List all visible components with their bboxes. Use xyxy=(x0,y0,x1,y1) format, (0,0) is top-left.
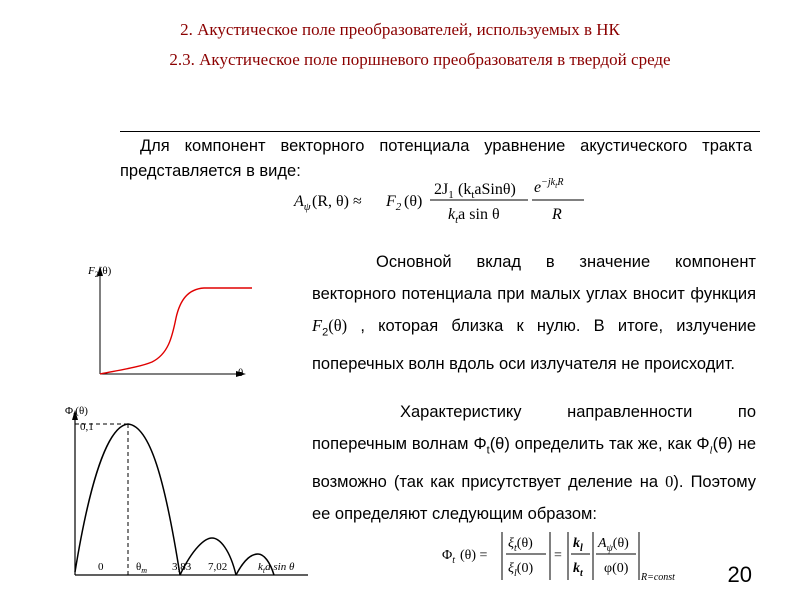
phi-tick-m: m xyxy=(141,566,148,575)
paragraph2-func-args: (θ) xyxy=(328,316,348,335)
paragraph3-c: (θ) не возможно (так как присутствует деление на xyxy=(312,435,756,492)
formula1-lhs-sub: ψ xyxy=(303,201,311,213)
f2-ylabel-sub: 2 xyxy=(94,270,99,279)
paragraph2-func-sub: 2 xyxy=(322,326,329,339)
svg-text:kl xyxy=(573,536,583,554)
formula2-f2-den-sub: t xyxy=(580,568,583,579)
phi-tick-383: 3,83 xyxy=(172,561,192,573)
formula-directivity xyxy=(440,528,690,584)
svg-text:F2 xyxy=(385,193,402,213)
svg-text:ξl(0) xyxy=(508,561,533,579)
svg-text:kta sin θ xyxy=(448,206,500,226)
formula1-f2-sub: 2 xyxy=(395,201,402,213)
formula1-den1-a: k xyxy=(448,206,456,223)
svg-text:Φt(θ) xyxy=(65,405,88,419)
f2-ylabel-args: (θ) xyxy=(98,265,112,277)
svg-text:e−jktR xyxy=(534,177,563,196)
formula1-den1-b: a sin θ xyxy=(458,206,500,223)
phi-tick-702: 7,02 xyxy=(208,561,228,573)
phi-ylabel: Φ xyxy=(65,405,74,417)
svg-text:F2(θ) xyxy=(87,265,112,279)
formula2-cond: R=const xyxy=(641,572,675,583)
formula2-eq: = xyxy=(554,548,562,563)
formula1-f2-args: (θ) xyxy=(404,193,423,210)
formula2-f1-num-args: (θ) xyxy=(516,536,533,551)
paragraph-directivity xyxy=(312,396,756,530)
formula1-den1-sub: t xyxy=(455,214,459,226)
svg-text:θm xyxy=(136,561,147,575)
formula2-f3-num: A xyxy=(598,536,607,551)
f2-curve xyxy=(100,288,252,374)
formula2-f3-num-sub: ψ xyxy=(606,543,613,554)
section-title: 2. Акустическое поле преобразователей, используемых в НК xyxy=(180,20,620,39)
formula-acoustic-path xyxy=(290,172,590,234)
phi-peak-label: 0,1 xyxy=(80,421,94,433)
formula1-lhs: A xyxy=(294,193,304,210)
formula2-f1-den-sub: l xyxy=(514,568,517,579)
formula2-f3-den: φ(0) xyxy=(604,561,629,576)
formula2-f1-den: ξ xyxy=(508,561,514,576)
formula1-num2: e xyxy=(534,179,542,196)
formula2-f1-den-args: (0) xyxy=(516,561,534,576)
formula2-lhs-args: (θ) = xyxy=(460,548,488,563)
subsection-title: 2.3. Акустическое поле поршневого преобразователя в твердой среде xyxy=(169,50,671,69)
phi-tick-theta: θ xyxy=(136,561,142,573)
formula2-f3-num-args: (θ) xyxy=(612,536,629,551)
formula2-lhs: Φ xyxy=(442,548,453,563)
phi-ylabel-args: (θ) xyxy=(75,405,88,417)
paragraph3-b: (θ) определить так же, как Φ xyxy=(489,435,710,453)
formula1-num1-sub: 1 xyxy=(448,189,454,201)
formula1-num2-sup: −jk xyxy=(541,177,556,188)
formula2-f2-den: k xyxy=(573,561,580,576)
formula2-f2-num: k xyxy=(573,536,580,551)
formula2-f1-num: ξ xyxy=(508,536,514,551)
title-divider xyxy=(120,131,760,132)
paragraph2-before: Основной вклад в значение компонент векторного потенциала при малых углах вносит функция xyxy=(312,253,756,303)
formula1-num1-args-a: (k xyxy=(458,181,472,198)
formula1-f2: F xyxy=(386,193,396,210)
svg-text:kta sin θ xyxy=(258,561,295,575)
svg-text:Aψ xyxy=(293,193,311,213)
paragraph3-d: ). Поэтому ее определяют следующим образом: xyxy=(312,473,756,524)
formula1-num1-args-sub: t xyxy=(471,189,475,201)
formula1-num2-sup-c: R xyxy=(557,177,564,188)
svg-text:Aψ(θ) xyxy=(597,536,629,554)
svg-text:(ktaSinθ) xyxy=(458,181,516,201)
paragraph2-func: F xyxy=(312,316,323,335)
f2-theta-chart xyxy=(80,258,260,384)
svg-text:Φt xyxy=(442,548,455,566)
page-number: 20 xyxy=(727,562,752,587)
phi-ylabel-sub: t xyxy=(73,410,76,419)
svg-text:ξt(θ) xyxy=(508,536,533,554)
paragraph3-sub2: l xyxy=(709,444,713,457)
formula2-f2-num-sub: l xyxy=(580,543,583,554)
paragraph-intro: Для компонент векторного потенциала уравнение акустического тракта представляется в виде: xyxy=(120,137,752,180)
formula2-f1-num-sub: t xyxy=(514,543,517,554)
formula1-lhs-args: (R, θ) ≈ xyxy=(312,193,362,210)
phi-xlabel-sub: t xyxy=(262,566,266,575)
paragraph2-after: , которая близка к нулю. В итоге, излучение поперечных волн вдоль оси излучателя не происходит. xyxy=(312,317,756,374)
f2-ylabel: F xyxy=(88,265,95,277)
paragraph3-sub1: t xyxy=(486,444,490,457)
formula1-num2-sup-sub: t xyxy=(555,181,558,190)
formula1-den2: R xyxy=(552,206,562,223)
paragraph3-zero: 0 xyxy=(665,472,674,492)
f2-xlabel: θ xyxy=(238,367,244,379)
svg-text:kt xyxy=(573,561,584,579)
phi-xlabel-b: a sin θ xyxy=(265,561,295,573)
paragraph-main-contribution xyxy=(312,246,756,380)
phi-xlabel-k: k xyxy=(258,561,263,573)
phi-tick-0: 0 xyxy=(98,561,104,573)
formula2-lhs-sub: t xyxy=(452,555,456,566)
paragraph3-a: Характеристику направленности по поперечным волнам Φ xyxy=(312,403,756,453)
svg-text:2J1 xyxy=(434,181,454,201)
formula1-num1: 2J xyxy=(434,181,449,198)
phi-t-chart xyxy=(60,400,310,580)
formula1-num1-args-b: aSinθ) xyxy=(474,181,516,198)
